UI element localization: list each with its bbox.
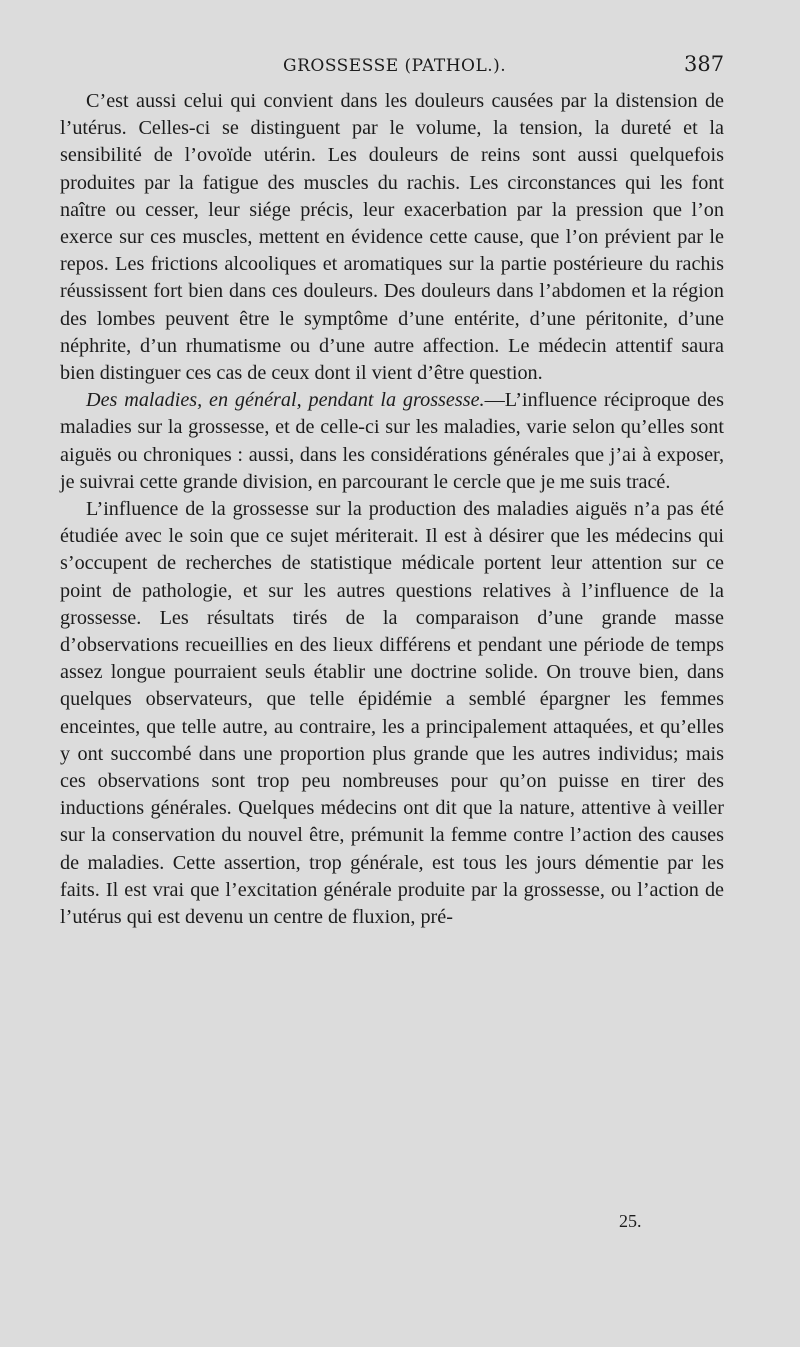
page-number: 387: [684, 52, 725, 76]
page-header: [0, 52, 800, 86]
paragraph-1: [60, 88, 724, 387]
paragraph-3: [60, 496, 724, 931]
paragraph-2-text: —L’influence réciproque des maladies sur la grossesse, et de celle-ci sur les maladies, varie selon qu’elles sont aiguës ou chroniques : aussi, dans les considérations générales que j’ai à exposer, je suivrai cette grande division, en parcourant le cercle que je me suis tracé.: [60, 389, 724, 493]
signature-mark: 25.: [619, 1211, 642, 1231]
paragraph-3-text: L’influence de la grossesse sur la production des maladies aiguës n’a pas été étudiée avec le soin que ce sujet mériterait. Il est à désirer que les médecins qui s’occupent de recherches de statistique médicale portent leur attention sur ce point de pathologie, et sur les autres questions relatives à l’influence de la grossesse. Les résultats tirés de la comparaison d’une grande masse d’observations recueillies en des lieux différens et pendant une période de temps assez longue pourraient seuls établir une doctrine solide. On trouve bien, dans quelques observateurs, que telle épidémie a semblé épargner les femmes enceintes, que telle autre, au contraire, les a principalement attaquées, et qu’elles y ont succombé dans une proportion plus grande que les autres individus; mais ces observations sont trop peu nombreuses pour qu’on puisse en tirer des inductions générales. Quelques médecins ont dit que la nature, attentive à veiller sur la conservation du nouvel être, prémunit la femme contre l’action des causes de maladies. Cette assertion, trop générale, est tous les jours démentie par les faits. Il est vrai que l’excitation générale produite par la grossesse, ou l’action de l’utérus qui est devenu un centre de fluxion, pré-: [60, 498, 724, 929]
paragraph-2: [60, 387, 724, 496]
section-heading: Des maladies, en général, pendant la grossesse.: [86, 389, 485, 412]
paragraph-1-text: C’est aussi celui qui convient dans les douleurs causées par la distension de l’utérus. Celles-ci se distinguent par le volume, la tension, la dureté et la sensibilité de l’ovoïde utérin. Les douleurs de reins sont aussi quelquefois produites par la fatigue des muscles du rachis. Les circonstances qui les font naître ou cesser, leur siége précis, leur exacerbation par la pression que l’on exerce sur ces muscles, mettent en évidence cette cause, que l’on prévient par le repos. Les frictions alcooliques et aromatiques sur la partie postérieure du rachis réussissent fort bien dans ces douleurs. Des douleurs dans l’abdomen et la région des lombes peuvent être le symptôme d’une entérite, d’une péritonite, d’une néphrite, d’un rhumatisme ou d’une autre affection. Le médecin attentif saura bien distinguer ces cas de ceux dont il vient d’être question.: [60, 90, 724, 385]
body-text: [60, 88, 724, 931]
running-title: GROSSESSE (PATHOL.).: [283, 56, 507, 76]
